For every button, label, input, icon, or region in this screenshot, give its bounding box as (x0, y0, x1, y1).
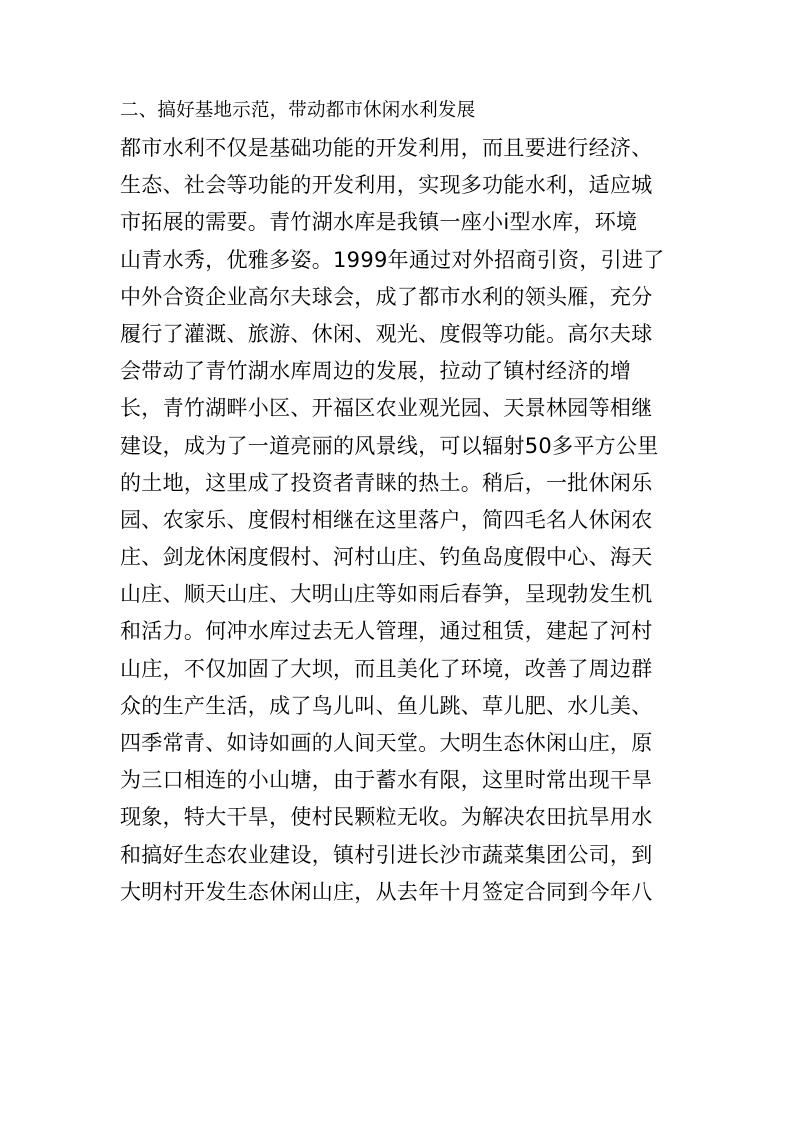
text-line: 履行了灌溉、旅游、休闲、观光、度假等功能。高尔夫球 (120, 321, 653, 346)
text-line: 生态、社会等功能的开发利用，实现多功能水利，适应城 (120, 173, 653, 198)
text-line: 都市水利不仅是基础功能的开发利用，而且要进行经济、 (120, 136, 653, 160)
text-line: 山青水秀，优雅多姿。1999年通过对外招商引资，引进了 (120, 247, 665, 272)
text-line: 山庄，不仅加固了大坝，而且美化了环境，改善了周边群 (120, 656, 653, 681)
text-line: 市拓展的需要。青竹湖水库是我镇一座小ⅰ型水库，环境 (120, 210, 638, 235)
text-line: 四季常青、如诗如画的人间天堂。大明生态休闲山庄，原 (120, 731, 653, 755)
section-heading: 二、搞好基地示范，带动都市休闲水利发展 (120, 100, 476, 121)
text-line: 的土地，这里成了投资者青睐的热土。稍后，一批休闲乐 (120, 470, 653, 495)
text-line: 中外合资企业高尔夫球会，成了都市水利的领头雁，充分 (120, 284, 653, 309)
text-line: 和搞好生态农业建设，镇村引进长沙市蔬菜集团公司，到 (120, 842, 653, 867)
text-line: 山庄、顺天山庄、大明山庄等如雨后春笋，呈现勃发生机 (120, 582, 653, 607)
text-line: 众的生产生活，成了鸟儿叫、鱼儿跳、草儿肥、水儿美、 (120, 693, 653, 718)
text-line: 和活力。何冲水库过去无人管理，通过租赁，建起了河村 (120, 619, 653, 644)
text-line: 为三口相连的小山塘，由于蓄水有限，这里时常出现干旱 (120, 768, 653, 793)
text-line: 大明村开发生态休闲山庄，从去年十月签定合同到今年八 (120, 879, 653, 904)
text-line: 园、农家乐、度假村相继在这里落户，简四毛名人休闲农 (120, 507, 653, 532)
text-line: 长，青竹湖畔小区、开福区农业观光园、天景林园等相继 (120, 396, 653, 421)
text-line: 会带动了青竹湖水库周边的发展，拉动了镇村经济的增 (120, 359, 632, 384)
text-line: 建设，成为了一道亮丽的风景线，可以辐射50多平方公里 (120, 433, 659, 458)
text-line: 庄、剑龙休闲度假村、河村山庄、钓鱼岛度假中心、海天 (120, 545, 653, 570)
body-paragraph (120, 130, 680, 911)
text-line: 现象，特大干旱，使村民颗粒无收。为解决农田抗旱用水 (120, 805, 653, 830)
